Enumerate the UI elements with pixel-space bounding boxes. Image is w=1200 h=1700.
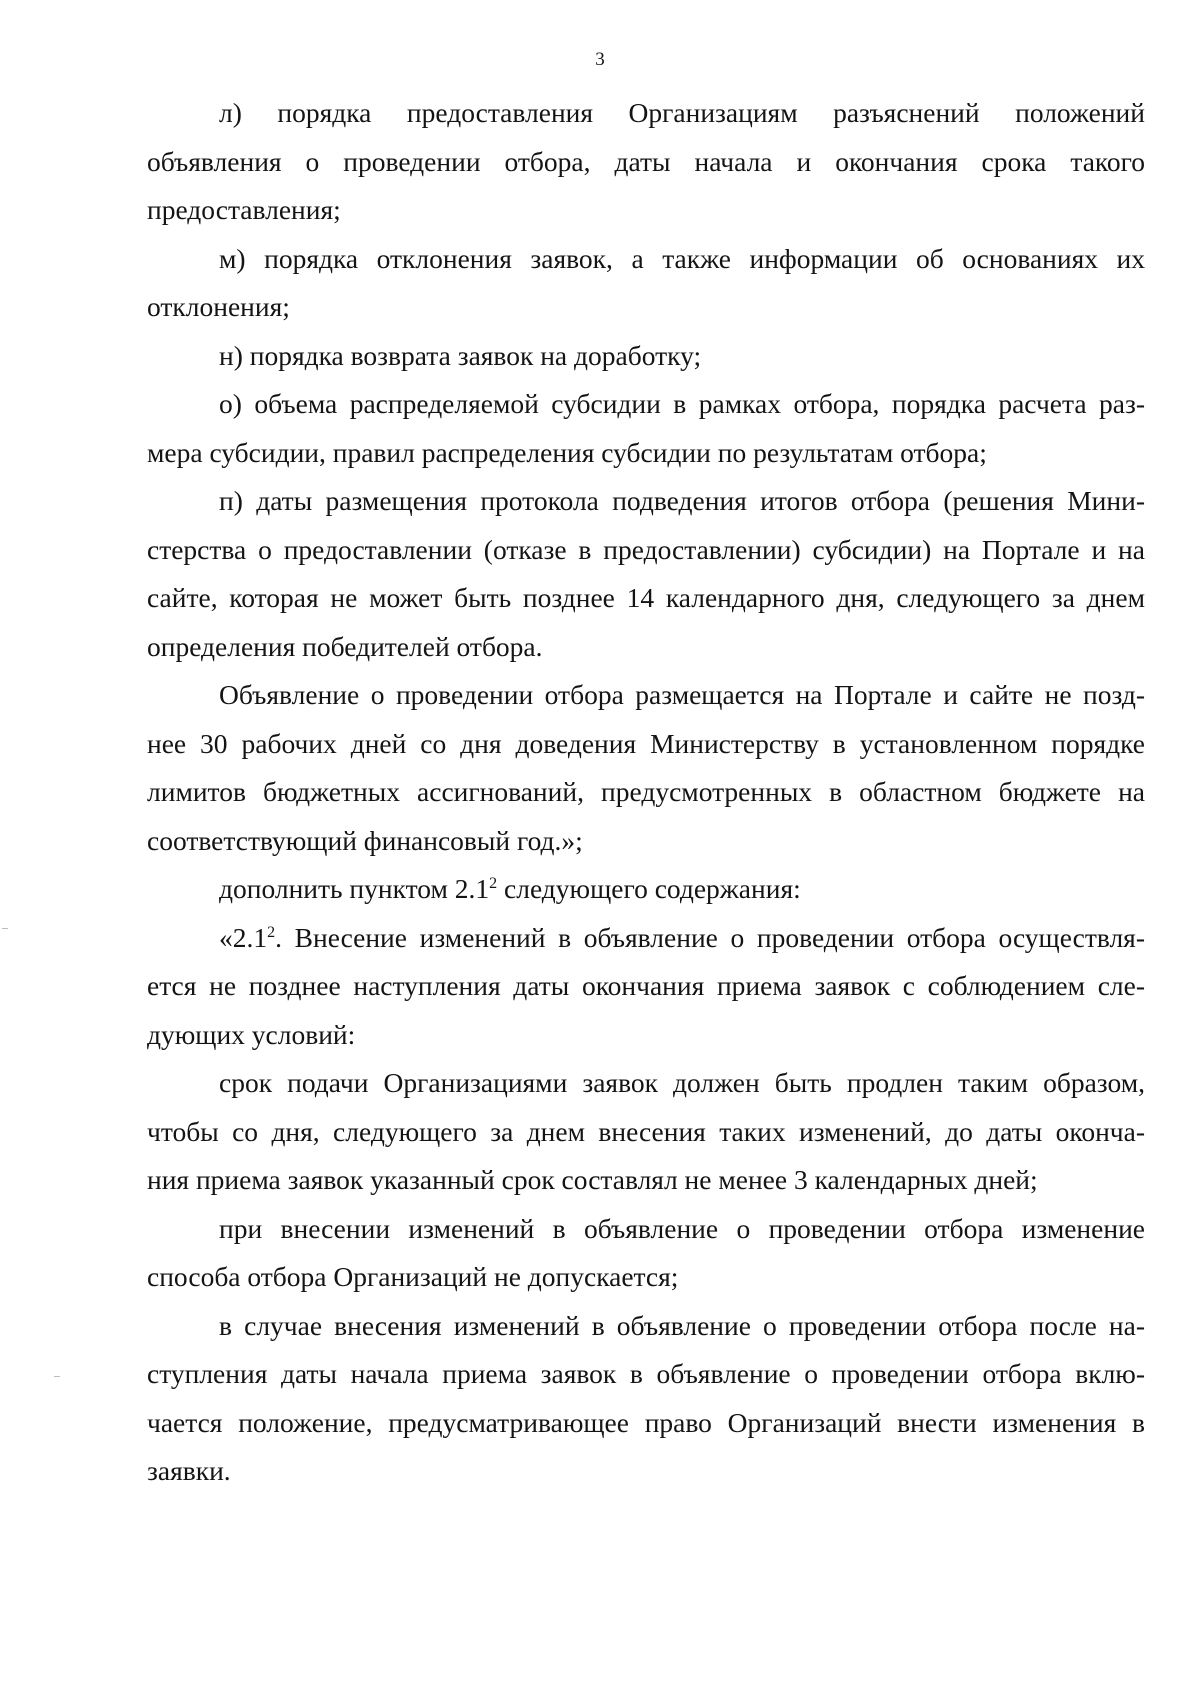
text-line (147, 1302, 1145, 1351)
text-line-content: нее 30 рабочих дней со дня доведения Министерству в установленном порядке (147, 727, 1145, 759)
text-line (147, 1011, 1145, 1060)
text-line-content: м) порядка отклонения заявок, а также информации об основаниях их (219, 242, 1145, 274)
text-line (147, 865, 1145, 914)
text-line-content: в случае внесения изменений в объявление о проведении отбора после на- (219, 1309, 1145, 1341)
text-line (147, 1108, 1145, 1157)
text-line-content: способа отбора Организаций не допускается; (147, 1261, 679, 1292)
text-line (147, 235, 1145, 284)
text-line (147, 720, 1145, 769)
text-line-content: сайте, которая не может быть позднее 14 календарного дня, следующего за днем (147, 582, 1145, 613)
text-line (147, 1399, 1145, 1448)
text-line (147, 1059, 1145, 1108)
text-line-content: ется не позднее наступления даты окончания приема заявок с соблюдением сле- (147, 970, 1145, 1001)
text-line-content: соответствующий финансовый год.»; (147, 824, 583, 856)
text-line-content: н) порядка возврата заявок на доработку; (219, 339, 702, 371)
text-line-content: о) объема распределяемой субсидии в рамках отбора, порядка расчета раз- (219, 388, 1145, 419)
text-line-content: лимитов бюджетных ассигнований, предусмотренных в областном бюджете на (147, 776, 1145, 807)
text-line (147, 477, 1145, 526)
text-line-content: заявки. (147, 1455, 231, 1486)
text-line (147, 817, 1145, 866)
scan-edge-mark (54, 1376, 60, 1377)
text-line-content: л) порядка предоставления Организациям разъяснений положений (219, 97, 1145, 128)
text-line (147, 186, 1145, 235)
text-line (147, 1350, 1145, 1399)
text-line-continuation: следующего содержания: (497, 873, 801, 904)
page-number: 3 (595, 49, 605, 70)
text-line (147, 1447, 1145, 1496)
text-line-content: п) даты размещения протокола подведения итогов отбора (решения Мини- (219, 485, 1145, 516)
text-line-content: дополнить пунктом 2.1 (219, 873, 490, 904)
text-line-content: «2.1 (219, 921, 268, 953)
text-line-content: отклонения; (147, 291, 290, 322)
text-line (147, 380, 1145, 429)
text-line-content: дующих условий: (147, 1018, 356, 1050)
text-line (147, 914, 1145, 963)
text-line (147, 429, 1145, 478)
text-line (147, 1253, 1145, 1302)
text-line-content: чается положение, предусматривающее право Организаций внести изменения в (147, 1406, 1145, 1438)
text-line (147, 671, 1145, 720)
text-line-content: предоставления; (147, 194, 341, 225)
text-line-continuation: . Внесение изменений в объявление о проведении отбора осуществля- (275, 921, 1145, 953)
text-line-content: Объявление о проведении отбора размещается на Портале и сайте не позд- (219, 679, 1145, 710)
text-line-content: ступления даты начала приема заявок в объявление о проведении отбора вклю- (147, 1358, 1145, 1389)
text-line-content: определения победителей отбора. (147, 630, 543, 662)
text-line (147, 138, 1145, 187)
text-line-content: стерства о предоставлении (отказе в предоставлении) субсидии) на Портале и на (147, 533, 1145, 565)
text-line (147, 623, 1145, 672)
text-line (147, 962, 1145, 1011)
text-line (147, 283, 1145, 332)
superscript-number: 2 (267, 923, 276, 941)
text-line (147, 1156, 1145, 1205)
text-line (147, 768, 1145, 817)
text-line-content: чтобы со дня, следующего за днем внесения таких изменений, до даты оконча- (147, 1115, 1145, 1147)
superscript-number: 2 (489, 874, 498, 892)
document-body (147, 89, 1145, 1496)
text-line (147, 526, 1145, 575)
text-line (147, 574, 1145, 623)
text-line-content: срок подачи Организациями заявок должен быть продлен таким образом, (219, 1067, 1145, 1098)
scan-edge-mark (2, 928, 8, 929)
text-line-content: ния приема заявок указанный срок составлял не менее 3 календарных дней; (147, 1164, 1038, 1195)
text-line (147, 1205, 1145, 1254)
text-line-content: при внесении изменений в объявление о проведении отбора изменение (219, 1212, 1145, 1244)
text-line (147, 332, 1145, 381)
text-line-content: мера субсидии, правил распределения субсидии по результатам отбора; (147, 436, 987, 468)
text-line-content: объявления о проведении отбора, даты начала и окончания срока такого (147, 145, 1145, 177)
text-line (147, 89, 1145, 138)
